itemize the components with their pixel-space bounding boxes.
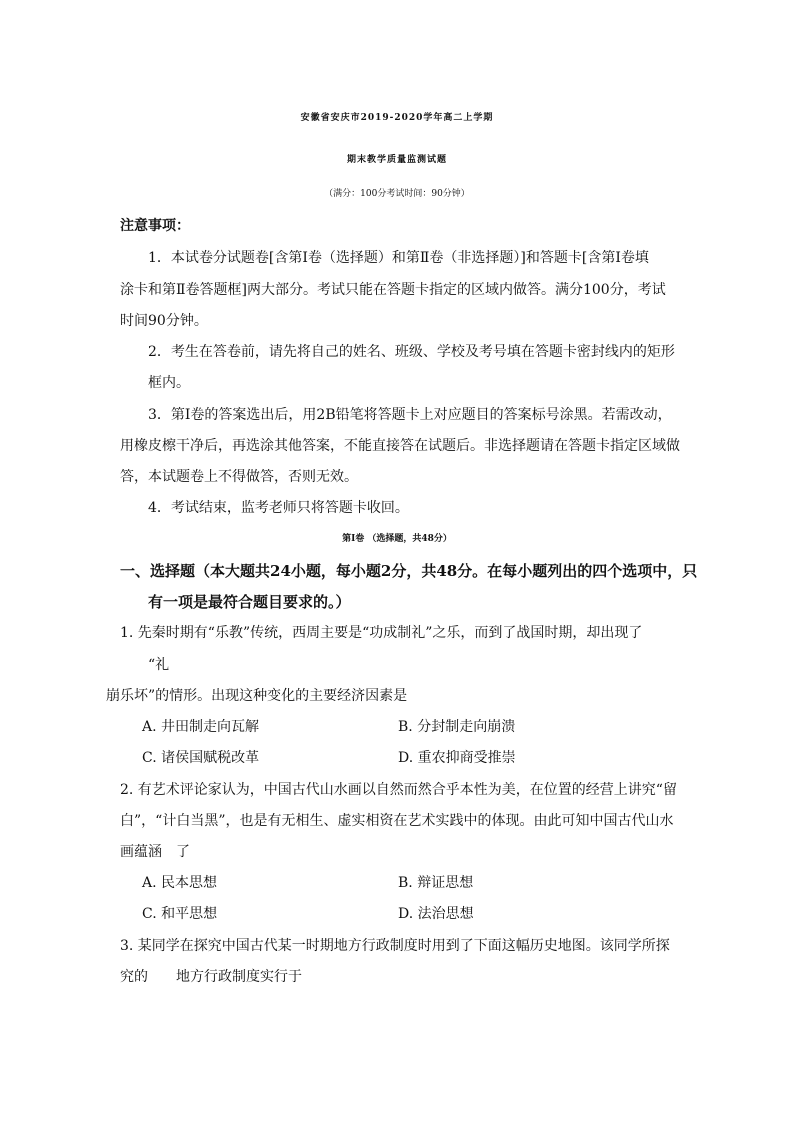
q1-stem-line3: 崩乐坏”的情形。出现这种变化的主要经济因素是 (106, 688, 408, 704)
notice-heading: 注意事项： (120, 218, 190, 234)
q1-stem-line1: 1. 先秦时期有“乐教”传统，西周主要是“功成制礼”之乐，而到了战国时期，却出现了 (120, 625, 643, 641)
notice-item3-line2: 用橡皮檫干净后，再选涂其他答案，不能直接答在试题后。非选择题请在答题卡指定区域做 (120, 438, 680, 454)
exam-subtitle: （满分：100分考试时间：90分钟） (324, 189, 470, 199)
q2-stem-line3: 画蕴涵 了 (120, 844, 190, 860)
q2-stem-line1: 2. 有艺术评论家认为，中国古代山水画以自然而然合乎本性为美，在位置的经营上讲究“留 (120, 782, 677, 798)
notice-item3-line1: 3．第Ⅰ卷的答案选出后，用2B铅笔将答题卡上对应题目的答案标号涂黑。若需改动， (148, 407, 672, 423)
part-heading-line2: 有一项是最符合题目要求的。） (148, 593, 351, 611)
notice-item2-line2: 框内。 (148, 375, 190, 391)
q1-option-c: C. 诸侯国赋税改革 (142, 750, 260, 766)
q2-option-d: D. 法治思想 (398, 906, 474, 922)
exam-title-line2: 期末教学质量监测试题 (346, 155, 447, 165)
notice-item1-line2: 涂卡和第Ⅱ卷答题框]两大部分。考试只能在答题卡指定的区域内做答。满分100分，考试 (120, 282, 666, 298)
q2-option-a: A. 民本思想 (142, 875, 218, 891)
q3-stem-line2: 究的 地方行政制度实行于 (120, 969, 302, 985)
section-heading: 第Ⅰ卷 （选择题，共48分） (342, 534, 452, 544)
exam-title-line1: 安徽省安庆市2019-2020学年高二上学期 (300, 113, 494, 123)
part-heading-line1: 一、选择题（本大题共24小题，每小题2分，共48分。在每小题列出的四个选项中，只 (120, 562, 698, 580)
notice-item1-line1: 1．本试卷分试题卷[含第Ⅰ卷（选择题）和第Ⅱ卷（非选择题）]和答题卡[含第Ⅰ卷填 (148, 250, 649, 266)
q2-option-b: B. 辩证思想 (398, 875, 474, 891)
notice-item2-line1: 2．考生在答卷前，请先将自己的姓名、班级、学校及考号填在答题卡密封线内的矩形 (148, 344, 675, 360)
q1-option-d: D. 重农抑商受推崇 (398, 750, 516, 766)
notice-item3-line3: 答，本试题卷上不得做答，否则无效。 (120, 469, 358, 485)
q1-option-a: A. 井田制走向瓦解 (142, 719, 260, 735)
q2-option-c: C. 和平思想 (142, 906, 218, 922)
q2-stem-line2: 白”，“计白当黑”，也是有无相生、虚实相资在艺术实践中的体现。由此可知中国古代山水 (120, 813, 674, 829)
q1-option-b: B. 分封制走向崩溃 (398, 719, 516, 735)
q1-stem-line2: “礼 (148, 657, 170, 673)
notice-item4: 4．考试结束，监考老师只将答题卡收回。 (148, 500, 409, 516)
notice-item1-line3: 时间90分钟。 (120, 313, 208, 329)
q3-stem-line1: 3. 某同学在探究中国古代某一时期地方行政制度时用到了下面这幅历史地图。该同学所探 (120, 938, 670, 954)
